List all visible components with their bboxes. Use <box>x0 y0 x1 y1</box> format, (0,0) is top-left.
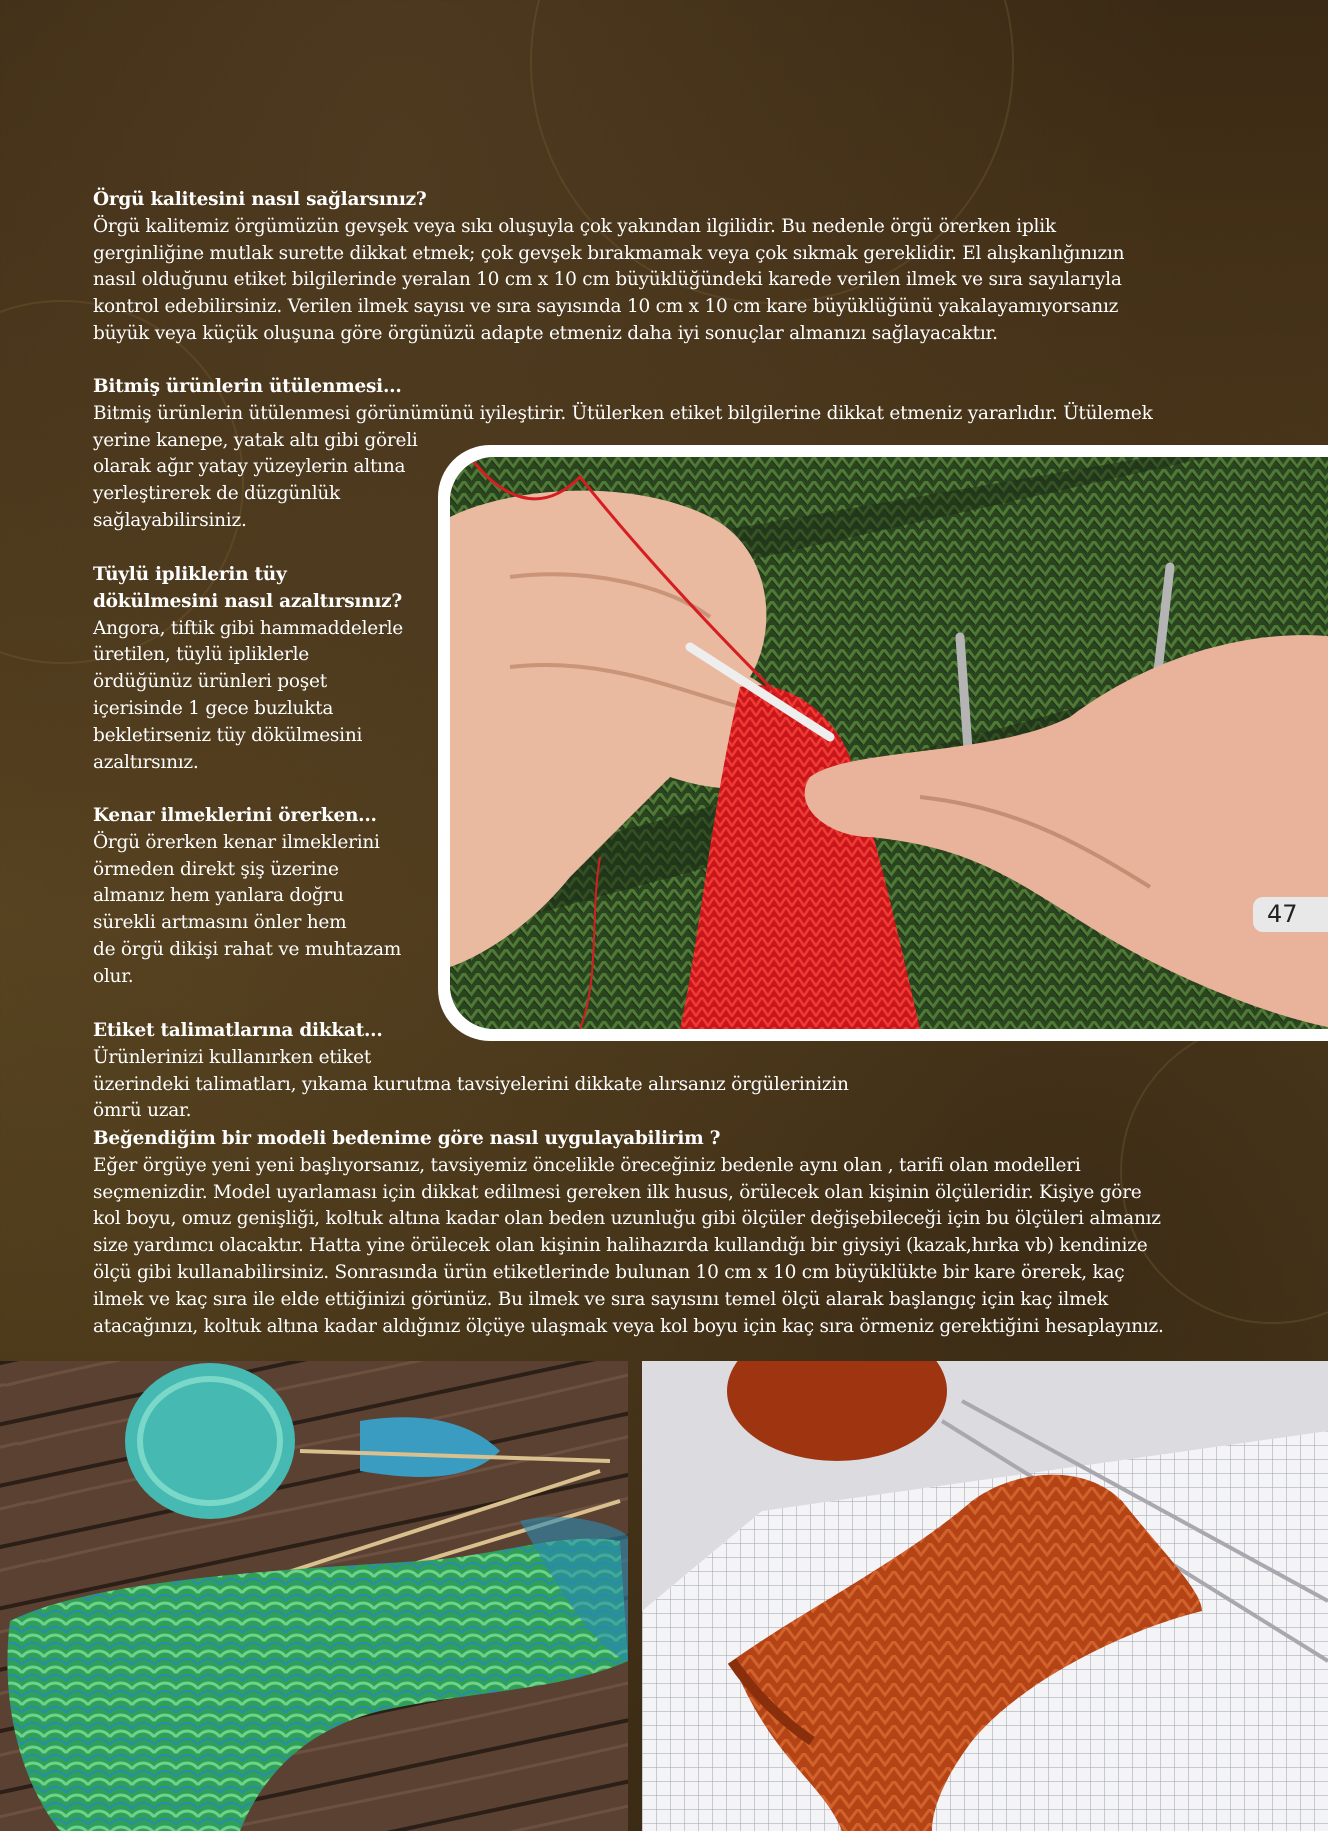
text-line: size yardımcı olacaktır. Hatta yine örülecek olan kişinin halihazırda kullandığı bir giysiyi (kazak,hırka vb) kendinize <box>93 1235 1148 1257</box>
text-line: yerleştirerek de düzgünlük <box>93 483 341 505</box>
text-line: ölçü gibi kullanabilirsiniz. Sonrasında ürün etiketlerinde bulunan 10 cm x 10 cm büyüklükte bir kare örerek, kaç <box>93 1261 1125 1283</box>
green-sock-photo <box>0 1361 628 1831</box>
text-line: içerisinde 1 gece buzlukta <box>93 697 334 719</box>
text-line: gerginliğine mutlak surette dikkat etmek; çok gevşek bırakmamak veya çok sıkmak gereklidir. El alışkanlığınızın <box>93 242 1125 264</box>
text-line: olarak ağır yatay yüzeylerin altına <box>93 456 406 478</box>
text-line: ilmek ve kaç sıra ile elde ettiğinizi görünüz. Bu ilmek ve sıra sayısını temel ölçü alarak başlangıç için kaç ilmek <box>93 1288 1109 1310</box>
text-line: örmeden direkt şiş üzerine <box>93 858 339 880</box>
text-line: üretilen, tüylü ipliklerle <box>93 644 309 666</box>
text-line: sürekli artmasını önler hem <box>93 912 347 934</box>
text-line: de örgü dikişi rahat ve muhtazam <box>93 938 402 960</box>
section-title: Tüylü ipliklerin tüy <box>93 564 287 585</box>
text-line: bekletirseniz tüy dökülmesini <box>93 724 363 746</box>
text-line: Angora, tiftik gibi hammaddelerle <box>93 617 403 639</box>
section-title: Bitmiş ürünlerin ütülenmesi... <box>93 376 402 397</box>
text-line: olur. <box>93 965 134 987</box>
text-line: Ürünlerinizi kullanırken etiket <box>93 1046 372 1068</box>
section-quality <box>93 187 1124 348</box>
text-line: yerine kanepe, yatak altı gibi göreli <box>93 429 418 451</box>
text-line: nasıl olduğunu etiket bilgilerinde yeralan 10 cm x 10 cm büyüklüğündeki karede verilen ilmek ve sıra sayılarıyla <box>93 269 1122 291</box>
section-edge-stitches <box>93 803 401 991</box>
section-title: Etiket talimatlarına dikkat... <box>93 1020 383 1041</box>
text-line: ömrü uzar. <box>93 1100 192 1122</box>
page-number-tab <box>1253 897 1328 932</box>
text-line: seçmenizdir. Model uyarlaması için dikkat edilmesi gereken ilk husus, örülecek olan kişinin ölçüleridir. Kişiye göre <box>93 1181 1142 1203</box>
text-line: büyük veya küçük oluşuna göre örgünüzü adapte etmeniz daha iyi sonuçlar almanızı sağlayacaktır. <box>93 322 998 344</box>
orange-swatch-photo <box>642 1361 1328 1831</box>
text-line: atacağınızı, koltuk altına kadar aldığınız ölçüye ulaşmak veya kol boyu için kaç sıra örmeniz gerektiğini hesaplayınız. <box>93 1315 1164 1337</box>
section-title: Beğendiğim bir modeli bedenime göre nasıl uygulayabilirim ? <box>93 1128 721 1149</box>
text-line: kol boyu, omuz genişliği, koltuk altına kadar olan beden uzunluğu gibi ölçüler değişebileceği için bu ölçüleri almanız <box>93 1208 1161 1230</box>
knitting-hands-photo <box>450 457 1328 1029</box>
photo-frame <box>438 445 1328 1041</box>
text-line: Örgü örerken kenar ilmeklerini <box>93 831 380 853</box>
section-fluffy-yarn <box>93 562 403 776</box>
text-line: azaltırsınız. <box>93 751 199 773</box>
text-line: üzerindeki talimatları, yıkama kurutma tavsiyelerini dikkate alırsanız örgülerinizin <box>93 1073 849 1095</box>
text-line: Eğer örgüye yeni yeni başlıyorsanız, tavsiyemiz öncelikle öreceğiniz bedenle aynı olan , tarifi olan modelleri <box>93 1154 1081 1176</box>
text-line: Örgü kalitemiz örgümüzün gevşek veya sıkı oluşuyla çok yakından ilgilidir. Bu nedenle örgü örerken iplik <box>93 215 1056 237</box>
section-adapt-model <box>93 1126 1164 1340</box>
section-title: dökülmesini nasıl azaltırsınız? <box>93 590 402 612</box>
text-line: sağlayabilirsiniz. <box>93 509 247 531</box>
text-line: Bitmiş ürünlerin ütülenmesi görünümünü iyileştirir. Ütülerken etiket bilgilerine dikkat etmeniz yararlıdır. Ütülemek <box>93 402 1153 424</box>
text-line: almanız hem yanlara doğru <box>93 885 344 907</box>
text-line: ördüğünüz ürünleri poşet <box>93 671 327 693</box>
section-title: Örgü kalitesini nasıl sağlarsınız? <box>93 189 427 210</box>
section-title: Kenar ilmeklerini örerken... <box>93 805 377 826</box>
page-number: 47 <box>1267 900 1298 928</box>
text-line: kontrol edebilirsiniz. Verilen ilmek sayısı ve sıra sayısında 10 cm x 10 cm kare büyüklüğünü yakalayamıyorsanız <box>93 296 1119 318</box>
